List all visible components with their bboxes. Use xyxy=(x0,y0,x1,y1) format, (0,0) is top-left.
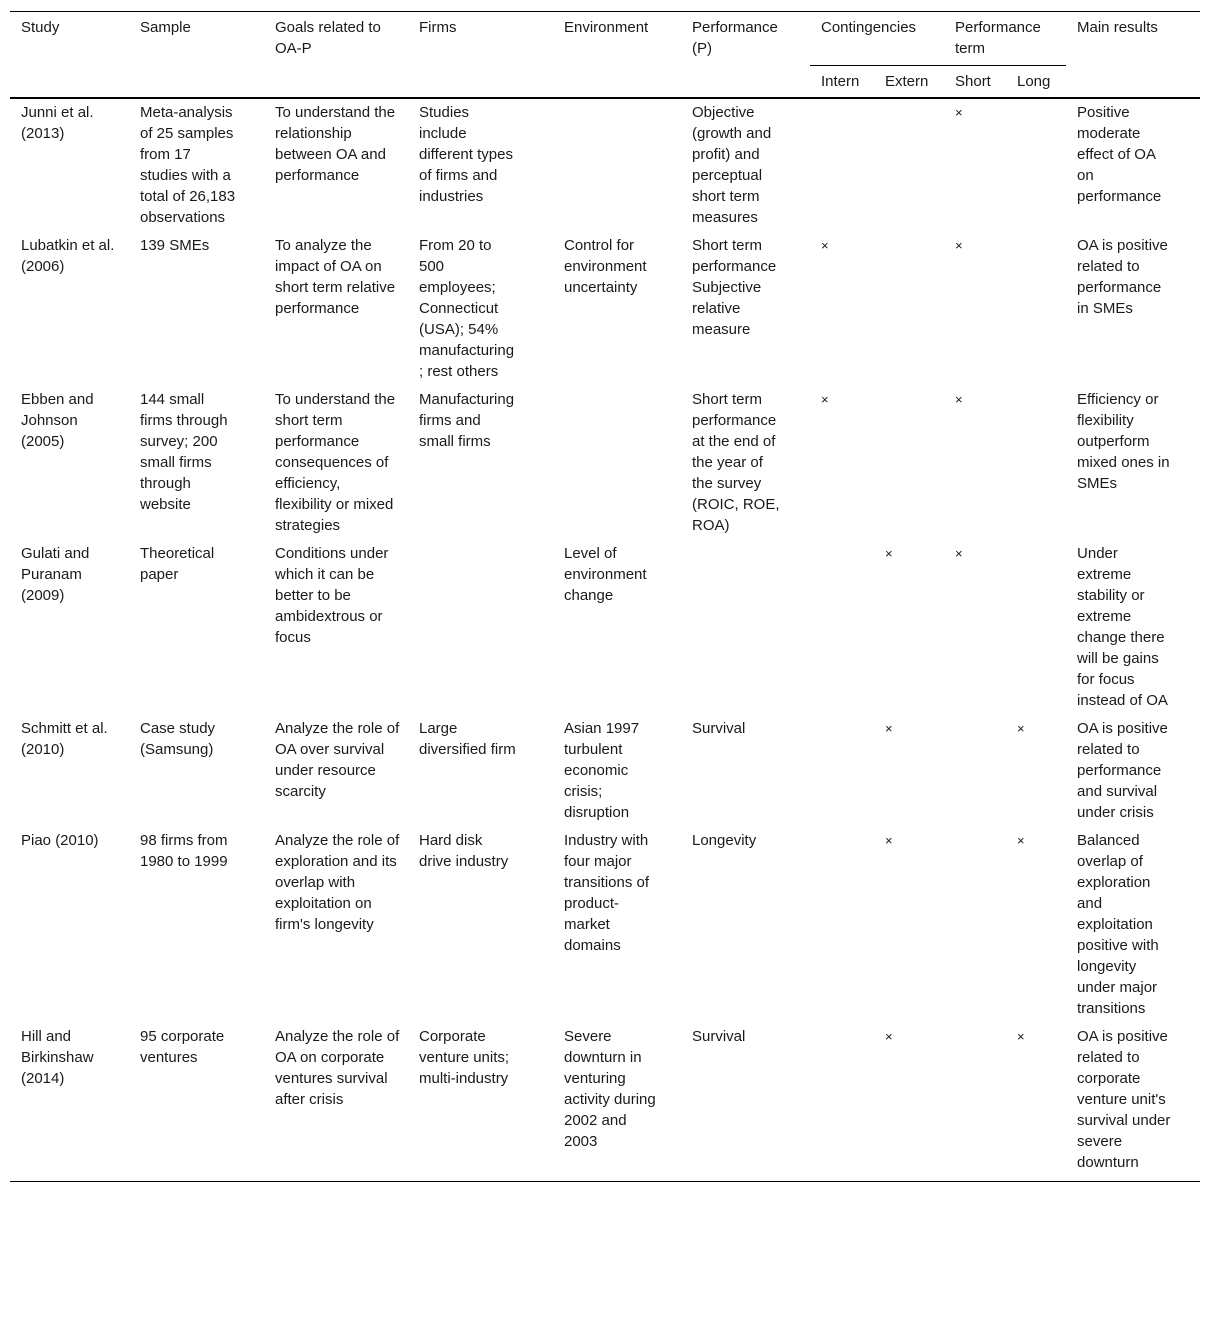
cell-environment: Level of environment change xyxy=(564,545,647,604)
cell-study: Ebben and Johnson (2005) xyxy=(21,391,94,450)
cell-study: Lubatkin et al. (2006) xyxy=(21,237,115,275)
cell-environment: Control for environment uncertainty xyxy=(564,237,647,296)
header-extern: Extern xyxy=(885,73,929,90)
cell-main-results: Efficiency or flexibility outperform mixed ones in SMEs xyxy=(1077,391,1170,492)
cell-goals: Conditions under which it can be better to be ambidextrous or focus xyxy=(275,545,389,646)
cell-main-results: Balanced overlap of exploration and exploitation positive with longevity under major transitions xyxy=(1077,832,1159,1017)
cell-goals: To understand the relationship between OA and performance xyxy=(275,104,396,184)
cell-long-mark xyxy=(1006,386,1066,540)
table-row xyxy=(10,1023,1200,1182)
cell-environment: Industry with four major transitions of product-market domains xyxy=(564,832,650,954)
table-row xyxy=(10,540,1200,715)
cell-performance xyxy=(681,540,810,715)
cell-study: Schmitt et al. (2010) xyxy=(21,720,108,758)
cell-short-mark: × xyxy=(955,392,963,407)
table-row xyxy=(10,232,1200,386)
cell-study: Hill and Birkinshaw (2014) xyxy=(21,1028,94,1087)
header-row xyxy=(10,12,1200,66)
header-goals: Goals related to OA-P xyxy=(275,19,381,57)
cell-main-results: OA is positive related to performance and survival under crisis xyxy=(1077,720,1168,821)
header-performance: Performance (P) xyxy=(692,19,778,57)
cell-sample: Meta-analysis of 25 samples from 17 studies with a total of 26,183 observations xyxy=(140,104,236,226)
cell-extern-mark: × xyxy=(885,1029,893,1044)
cell-extern-mark xyxy=(874,232,944,386)
cell-study: Piao (2010) xyxy=(21,832,99,849)
cell-goals: Analyze the role of OA on corporate ventures survival after crisis xyxy=(275,1028,400,1108)
header-firms: Firms xyxy=(419,19,457,36)
header-performance-term: Performance term xyxy=(944,12,1066,66)
cell-sample: 98 firms from 1980 to 1999 xyxy=(140,832,228,870)
header-sample: Sample xyxy=(140,19,191,36)
cell-long-mark: × xyxy=(1017,721,1025,736)
header-environment: Environment xyxy=(564,19,649,36)
cell-sample: 144 small firms through survey; 200 small firms through website xyxy=(140,391,228,513)
table-row xyxy=(10,715,1200,827)
cell-goals: To understand the short term performance consequences of efficiency, flexibility or mixed strategies xyxy=(275,391,396,534)
cell-performance: Objective (growth and profit) and perceptual short term measures xyxy=(692,104,772,226)
table-body xyxy=(10,98,1200,1182)
cell-goals: Analyze the role of exploration and its overlap with exploitation on firm's longevity xyxy=(275,832,400,933)
header-study: Study xyxy=(21,19,60,36)
literature-review-table xyxy=(10,11,1200,1182)
cell-environment xyxy=(553,386,681,540)
cell-performance: Short term performance Subjective relative measure xyxy=(692,237,777,338)
cell-main-results: Under extreme stability or extreme change there will be gains for focus instead of OA xyxy=(1077,545,1168,709)
cell-intern-mark xyxy=(810,827,874,1023)
cell-sample: 95 corporate ventures xyxy=(140,1028,225,1066)
cell-intern-mark: × xyxy=(821,392,829,407)
cell-extern-mark: × xyxy=(885,546,893,561)
header-main-results: Main results xyxy=(1077,19,1158,36)
cell-main-results: OA is positive related to corporate venture unit's survival under severe downturn xyxy=(1077,1028,1171,1171)
cell-main-results: OA is positive related to performance in SMEs xyxy=(1077,237,1168,317)
cell-short-mark xyxy=(944,1023,1006,1182)
table-row xyxy=(10,827,1200,1023)
cell-goals: Analyze the role of OA over survival under resource scarcity xyxy=(275,720,400,800)
cell-short-mark xyxy=(944,715,1006,827)
cell-short-mark: × xyxy=(955,238,963,253)
cell-extern-mark xyxy=(874,386,944,540)
cell-long-mark xyxy=(1006,232,1066,386)
table-row xyxy=(10,386,1200,540)
cell-intern-mark xyxy=(810,540,874,715)
cell-firms: Manufacturing firms and small firms xyxy=(419,391,515,450)
header-contingencies: Contingencies xyxy=(810,12,944,66)
cell-short-mark xyxy=(944,827,1006,1023)
cell-firms: Corporate venture units; multi-industry xyxy=(419,1028,510,1087)
cell-firms: Studies include different types of firms and industries xyxy=(419,104,513,205)
cell-intern-mark xyxy=(810,715,874,827)
cell-extern-mark: × xyxy=(885,833,893,848)
cell-firms: From 20 to 500 employees; Connecticut (USA); 54% manufacturing; rest others xyxy=(419,237,515,380)
table-row xyxy=(10,98,1200,232)
cell-environment: Asian 1997 turbulent economic crisis; disruption xyxy=(564,720,640,821)
cell-performance: Survival xyxy=(692,720,746,737)
cell-short-mark: × xyxy=(955,105,963,120)
header-long: Long xyxy=(1017,73,1051,90)
cell-environment: Severe downturn in venturing activity during 2002 and 2003 xyxy=(564,1028,656,1150)
cell-study: Gulati and Puranam (2009) xyxy=(21,545,90,604)
cell-long-mark xyxy=(1006,540,1066,715)
cell-firms: Hard disk drive industry xyxy=(419,832,509,870)
cell-study: Junni et al. (2013) xyxy=(21,104,94,142)
literature-table-container xyxy=(10,11,1200,1182)
cell-firms xyxy=(408,540,553,715)
cell-goals: To analyze the impact of OA on short term relative performance xyxy=(275,237,396,317)
cell-long-mark: × xyxy=(1017,833,1025,848)
cell-long-mark: × xyxy=(1017,1029,1025,1044)
cell-sample: Case study (Samsung) xyxy=(140,720,216,758)
cell-long-mark xyxy=(1006,98,1066,232)
cell-performance: Longevity xyxy=(692,832,757,849)
cell-extern-mark xyxy=(874,98,944,232)
cell-intern-mark xyxy=(810,1023,874,1182)
header-short: Short xyxy=(955,73,991,90)
cell-main-results: Positive moderate effect of OA on performance xyxy=(1077,104,1162,205)
cell-performance: Survival xyxy=(692,1028,746,1045)
cell-firms: Large diversified firm xyxy=(419,720,516,758)
table-header xyxy=(10,12,1200,99)
cell-intern-mark xyxy=(810,98,874,232)
cell-intern-mark: × xyxy=(821,238,829,253)
cell-sample: 139 SMEs xyxy=(140,237,210,254)
cell-short-mark: × xyxy=(955,546,963,561)
cell-environment xyxy=(553,98,681,232)
cell-extern-mark: × xyxy=(885,721,893,736)
cell-performance: Short term performance at the end of the year of the survey (ROIC, ROE, ROA) xyxy=(692,391,780,534)
header-intern: Intern xyxy=(821,73,860,90)
cell-sample: Theoretical paper xyxy=(140,545,215,583)
